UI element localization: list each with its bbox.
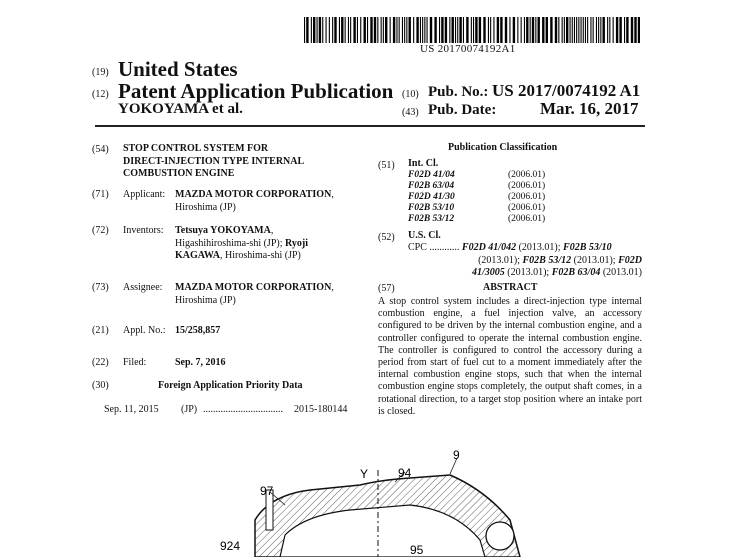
barcode-bar xyxy=(326,17,327,43)
barcode xyxy=(304,17,640,43)
inventor1-suffix: , xyxy=(270,225,274,236)
intcl-label: Int. Cl. xyxy=(408,158,439,169)
barcode-bar xyxy=(624,17,625,43)
barcode-bar xyxy=(306,17,308,43)
barcode-bar xyxy=(466,17,468,43)
uscl-code: (52) xyxy=(378,232,395,243)
intcl-code-value: F02D 41/30 xyxy=(408,192,455,202)
barcode-bar xyxy=(341,17,343,43)
barcode-bar xyxy=(600,17,601,43)
barcode-bar xyxy=(441,17,443,43)
barcode-bar xyxy=(434,17,436,43)
barcode-bar xyxy=(409,17,411,43)
intcl-row xyxy=(408,214,648,225)
inventors-block xyxy=(175,225,360,263)
pub-date-code: (43) xyxy=(402,107,419,118)
inventor1-city: Higashihiroshima-shi (JP); xyxy=(175,237,285,249)
barcode-bar xyxy=(452,17,454,43)
cpc-4: F02D xyxy=(618,254,642,266)
cpc-dots: ............ xyxy=(429,242,460,253)
barcode-bar xyxy=(445,17,447,43)
barcode-bar xyxy=(374,17,376,43)
header-rule xyxy=(95,125,645,127)
barcode-bar xyxy=(322,17,323,43)
barcode-bar xyxy=(524,17,525,43)
barcode-bar xyxy=(449,17,450,43)
assignee-name-suffix: , xyxy=(331,282,334,293)
barcode-bar xyxy=(385,17,387,43)
priority-code: (30) xyxy=(92,380,109,391)
port-circle xyxy=(486,522,514,550)
applicant-code: (71) xyxy=(92,189,109,200)
barcode-bar xyxy=(404,17,405,43)
barcode-bar xyxy=(345,17,346,43)
priority-title: Foreign Application Priority Data xyxy=(158,380,303,391)
barcode-bar xyxy=(459,17,461,43)
barcode-bar xyxy=(455,17,456,43)
intcl-version: (2006.01) xyxy=(508,192,546,202)
barcode-bar xyxy=(360,17,361,43)
barcode-bar xyxy=(357,17,358,43)
title-line-1: STOP CONTROL SYSTEM FOR xyxy=(123,143,269,154)
abstract-code: (57) xyxy=(378,283,395,294)
label-9: 9 xyxy=(453,450,460,462)
inventor1-name: Tetsuya YOKOYAMA xyxy=(175,225,271,236)
title-line-3: COMBUSTION ENGINE xyxy=(123,168,235,180)
cpc-5v: (2013.01); xyxy=(504,267,552,279)
appl-no: 15/258,857 xyxy=(175,325,221,336)
barcode-bar xyxy=(616,17,618,43)
barcode-bar xyxy=(585,17,586,43)
barcode-bar xyxy=(509,17,510,43)
cpc-6: F02B 63/04 xyxy=(551,267,601,279)
barcode-bar xyxy=(381,17,382,43)
barcode-bar xyxy=(329,17,330,43)
barcode-bar xyxy=(383,17,384,43)
cpc-2v: (2013.01); xyxy=(478,254,523,266)
barcode-bar xyxy=(546,17,548,43)
barcode-bar xyxy=(422,17,423,43)
barcode-bar xyxy=(550,17,552,43)
barcode-bar xyxy=(416,17,418,43)
barcode-bar xyxy=(348,17,349,43)
intcl-code-value: F02B 53/12 xyxy=(408,214,455,224)
barcode-bar xyxy=(581,17,582,43)
inventor2-city: , Hiroshima-shi (JP) xyxy=(220,250,301,262)
barcode-bar xyxy=(500,17,502,43)
abstract-text: A stop control system includes a direct-injection type internal combustion engine, a fuel injection valve, an accessory configured to be driven by the internal combustion engine, and a controller configured to operate the internal combustion engine. The controller is configured to control the accessory during a period from start of fuel cut to a moment immediately after the internal combustion engine stops, such that when the internal combustion engine stops completely, the output shaft comes, in a rotational direction, to a target stop position where an intake port is closed. xyxy=(378,296,642,417)
pub-no: US 2017/0074192 A1 xyxy=(492,81,641,100)
applicant-name: MAZDA MOTOR CORPORATION xyxy=(175,189,332,200)
barcode-bar xyxy=(488,17,489,43)
barcode-bar xyxy=(367,17,368,43)
barcode-bar xyxy=(364,17,366,43)
barcode-bar xyxy=(590,17,591,43)
intcl-code-value: F02B 53/10 xyxy=(408,203,455,213)
barcode-bar xyxy=(413,17,414,43)
barcode-bar xyxy=(555,17,557,43)
pub-date-label: Pub. Date: xyxy=(428,102,497,118)
barcode-bar xyxy=(574,17,575,43)
priority-date: Sep. 11, 2015 xyxy=(104,404,159,415)
barcode-bar xyxy=(587,17,588,43)
barcode-bar xyxy=(562,17,563,43)
barcode-bar xyxy=(334,17,336,43)
inventors-label: Inventors: xyxy=(123,225,164,236)
barcode-bar xyxy=(471,17,472,43)
barcode-bar xyxy=(607,17,608,43)
cpc-label: CPC xyxy=(408,242,427,253)
intcl-code-value: F02D 41/04 xyxy=(408,170,455,180)
applicant-label: Applicant: xyxy=(123,189,166,200)
barcode-bar xyxy=(570,17,571,43)
cpc-1: F02D 41/042 xyxy=(461,242,517,253)
cpc-5: 41/3005 xyxy=(471,267,505,279)
label-y: Y xyxy=(360,467,369,481)
applicant-block xyxy=(175,189,360,214)
cpc-block xyxy=(408,242,642,280)
barcode-bar xyxy=(399,17,400,43)
priority-no: 2015-180144 xyxy=(294,404,348,415)
title-line-2: DIRECT-INJECTION TYPE INTERNAL xyxy=(123,155,305,167)
intcl-row xyxy=(408,203,648,214)
cpc-3: F02B 53/12 xyxy=(522,254,572,266)
country-code: (19) xyxy=(92,67,109,78)
barcode-bar xyxy=(593,17,594,43)
barcode-bar xyxy=(558,17,559,43)
applicant-city: Hiroshima (JP) xyxy=(175,201,236,213)
barcode-bar xyxy=(521,17,522,43)
barcode-bar xyxy=(402,17,403,43)
priority-country: (JP) xyxy=(181,404,198,415)
barcode-bar xyxy=(463,17,464,43)
barcode-bar xyxy=(517,17,518,43)
barcode-bar xyxy=(430,17,432,43)
inventor2-first: Ryoji xyxy=(285,237,308,249)
barcode-bar xyxy=(535,17,536,43)
pub-date: Mar. 16, 2017 xyxy=(540,99,639,118)
barcode-bar xyxy=(526,17,528,43)
label-924: 924 xyxy=(220,539,241,553)
pub-no-label: Pub. No.: xyxy=(428,84,489,100)
barcode-bar xyxy=(638,17,640,43)
assignee-block xyxy=(175,282,360,307)
patent-drawing xyxy=(210,450,540,557)
appl-code: (21) xyxy=(92,325,109,336)
barcode-bar xyxy=(613,17,614,43)
label-95: 95 xyxy=(410,543,424,557)
barcode-bar xyxy=(377,17,378,43)
barcode-bar xyxy=(479,17,481,43)
intcl-code-value: F02B 63/04 xyxy=(408,181,455,191)
label-97: 97 xyxy=(260,484,274,498)
barcode-bar xyxy=(497,17,499,43)
barcode-bar xyxy=(332,17,333,43)
inventor2-last: KAGAWA xyxy=(175,250,221,262)
intcl-list xyxy=(408,170,648,225)
label-94: 94 xyxy=(398,466,412,480)
cpc-2: F02B 53/10 xyxy=(563,242,612,253)
barcode-bar xyxy=(390,17,391,43)
barcode-bar xyxy=(583,17,584,43)
barcode-bar xyxy=(634,17,636,43)
barcode-bar xyxy=(427,17,428,43)
barcode-bar xyxy=(576,17,577,43)
barcode-bar xyxy=(339,17,340,43)
intcl-version: (2006.01) xyxy=(508,170,546,180)
pub-class-title: Publication Classification xyxy=(448,142,558,153)
barcode-bar xyxy=(578,17,579,43)
barcode-bar xyxy=(564,17,565,43)
barcode-bar xyxy=(596,17,597,43)
cpc-3v: (2013.01); xyxy=(571,254,619,266)
appl-label: Appl. No.: xyxy=(123,325,166,336)
barcode-bar xyxy=(542,17,544,43)
uscl-label: U.S. Cl. xyxy=(408,230,441,241)
abstract-title: ABSTRACT xyxy=(483,282,538,293)
barcode-bar xyxy=(619,17,621,43)
barcode-bar xyxy=(457,17,458,43)
barcode-bar xyxy=(317,17,318,43)
assignee-code: (73) xyxy=(92,282,109,293)
barcode-bar xyxy=(475,17,477,43)
barcode-bar xyxy=(513,17,515,43)
barcode-number: US 20170074192A1 xyxy=(420,43,516,55)
barcode-bar xyxy=(313,17,315,43)
applicant-name-suffix: , xyxy=(331,189,334,200)
barcode-bar xyxy=(483,17,485,43)
barcode-bar xyxy=(532,17,534,43)
inventor-short: YOKOYAMA et al. xyxy=(118,101,243,117)
barcode-bar xyxy=(304,17,305,43)
barcode-bar xyxy=(439,17,440,43)
assignee-name: MAZDA MOTOR CORPORATION xyxy=(175,282,332,293)
intcl-version: (2006.01) xyxy=(508,181,546,191)
kind-code: (12) xyxy=(92,89,109,100)
barcode-bar xyxy=(319,17,321,43)
cpc-6v: (2013.01) xyxy=(600,267,642,279)
cpc-1v: (2013.01); xyxy=(516,242,564,253)
barcode-bar xyxy=(538,17,540,43)
barcode-bar xyxy=(311,17,312,43)
pub-no-code: (10) xyxy=(402,89,419,100)
invention-title xyxy=(123,143,353,181)
barcode-bar xyxy=(393,17,395,43)
barcode-bar xyxy=(493,17,494,43)
barcode-bar xyxy=(566,17,568,43)
assignee-city: Hiroshima (JP) xyxy=(175,294,236,306)
filed-date: Sep. 7, 2016 xyxy=(175,357,226,368)
title-code: (54) xyxy=(92,144,109,155)
country: United States xyxy=(118,57,238,81)
priority-dots: ................................ xyxy=(203,404,283,415)
publication-type: Patent Application Publication xyxy=(118,79,394,103)
intcl-version: (2006.01) xyxy=(508,214,546,224)
barcode-bar xyxy=(626,17,628,43)
barcode-bar xyxy=(490,17,491,43)
barcode-bar xyxy=(420,17,421,43)
inventors-code: (72) xyxy=(92,225,109,236)
filed-code: (22) xyxy=(92,357,109,368)
barcode-bar xyxy=(350,17,351,43)
intcl-code: (51) xyxy=(378,160,395,171)
barcode-bar xyxy=(572,17,573,43)
barcode-bar xyxy=(370,17,372,43)
barcode-bar xyxy=(424,17,425,43)
barcode-bar xyxy=(631,17,633,43)
barcode-bar xyxy=(473,17,474,43)
barcode-bar xyxy=(396,17,397,43)
intcl-row xyxy=(408,192,648,203)
filed-label: Filed: xyxy=(123,357,147,368)
barcode-bar xyxy=(609,17,610,43)
assignee-label: Assignee: xyxy=(123,282,163,293)
intcl-version: (2006.01) xyxy=(508,203,546,213)
barcode-bar xyxy=(353,17,355,43)
intcl-row xyxy=(408,170,648,181)
barcode-bar xyxy=(598,17,599,43)
barcode-bar xyxy=(530,17,531,43)
intcl-row xyxy=(408,181,648,192)
barcode-bar xyxy=(505,17,507,43)
barcode-bar xyxy=(603,17,605,43)
barcode-bar xyxy=(406,17,407,43)
